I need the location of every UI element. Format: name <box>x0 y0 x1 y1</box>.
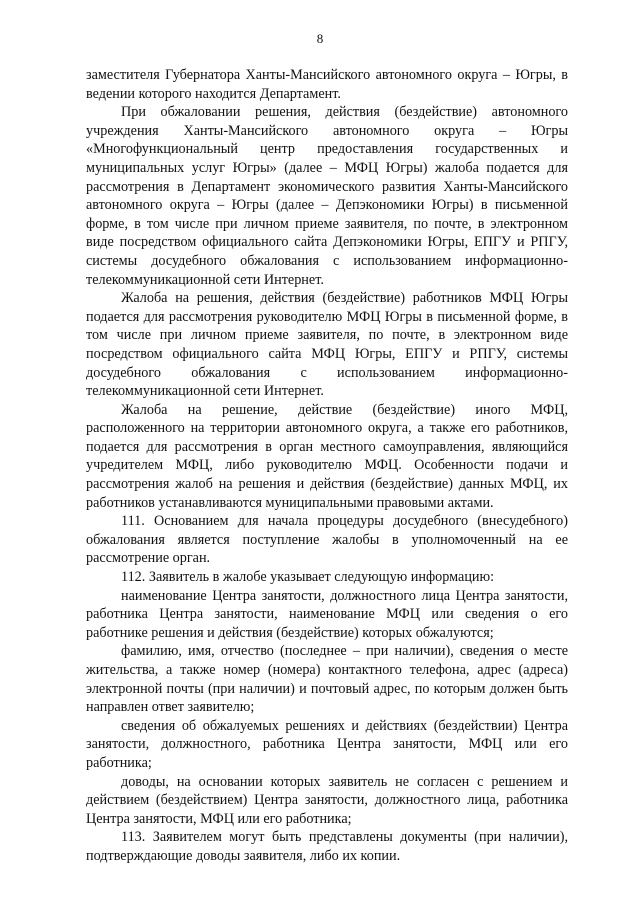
paragraph-112-item-name: наименование Центра занятости, должностного лица Центра занятости, работника Центра занятости, наименование МФЦ или сведения о его работнике решения и действия (бездействие) которых обжалуются; <box>86 587 568 641</box>
paragraph-113: 113. Заявителем могут быть представлены документы (при наличии), подтверждающие доводы заявителя, либо их копии. <box>86 829 568 864</box>
paragraph-112-item-decisions: сведения об обжалуемых решениях и действиях (бездействии) Центра занятости, должностного, работника Центра занятости, МФЦ или его работника; <box>86 717 568 771</box>
paragraph-continuation: заместителя Губернатора Ханты-Мансийского автономного округа – Югры, в ведении которого находится Департамент. <box>86 67 568 102</box>
paragraph-111: 111. Основанием для начала процедуры досудебного (внесудебного) обжалования является поступление жалобы в уполномоченный на ее рассмотрение орган. <box>86 513 568 567</box>
paragraph-112-item-arguments: доводы, на основании которых заявитель не согласен с решением и действием (бездействием) Центра занятости, должностного лица, работника Центра занятости, МФЦ или его работника; <box>86 773 568 827</box>
document-body <box>86 66 568 866</box>
paragraph-mfc-yugra-appeal: При обжаловании решения, действия (бездействие) автономного учреждения Ханты-Мансийского автономного округа – Югры «Многофункциональный центр предоставления государственных и муниципальных услуг Югры» (далее – МФЦ Югры) жалоба подается для рассмотрения в Департамент экономического развития Ханты-Мансийского автономного округа – Югры (далее – Депэкономики Югры) в письменной форме, в том числе при личном приеме заявителя, по почте, в электронном виде посредством официального сайта Депэкономики Югры, ЕПГУ и РПГУ, системы досудебного обжалования с использованием информационно-телекоммуникационной сети Интернет. <box>86 104 568 288</box>
page-number: 8 <box>316 31 324 46</box>
paragraph-112: 112. Заявитель в жалобе указывает следующую информацию: <box>121 569 495 586</box>
paragraph-112-item-contacts: фамилию, имя, отчество (последнее – при наличии), сведения о месте жительства, а также номер (номера) контактного телефона, адрес (адреса) электронной почты (при наличии) и почтовый адрес, по которым должен быть направлен ответ заявителю; <box>86 643 568 716</box>
paragraph-other-mfc-appeal: Жалоба на решение, действие (бездействие) иного МФЦ, расположенного на территории автономного округа, а также его работников, подается для рассмотрения в орган местного самоуправления, являющийся учредителем МФЦ, либо руководителю МФЦ. Особенности подачи и рассмотрения жалоб на решения и действия (бездействие) данных МФЦ, их работников устанавливаются муниципальными правовыми актами. <box>86 401 568 511</box>
paragraph-mfc-workers-appeal: Жалоба на решения, действия (бездействие) работников МФЦ Югры подается для рассмотрения руководителю МФЦ Югры в письменной форме, в том числе при личном приеме заявителя, по почте, в электронном виде посредством официального сайта МФЦ Югры, ЕПГУ и РПГУ, системы досудебного обжалования с использованием информационно-телекоммуникационной сети Интернет. <box>86 290 568 400</box>
